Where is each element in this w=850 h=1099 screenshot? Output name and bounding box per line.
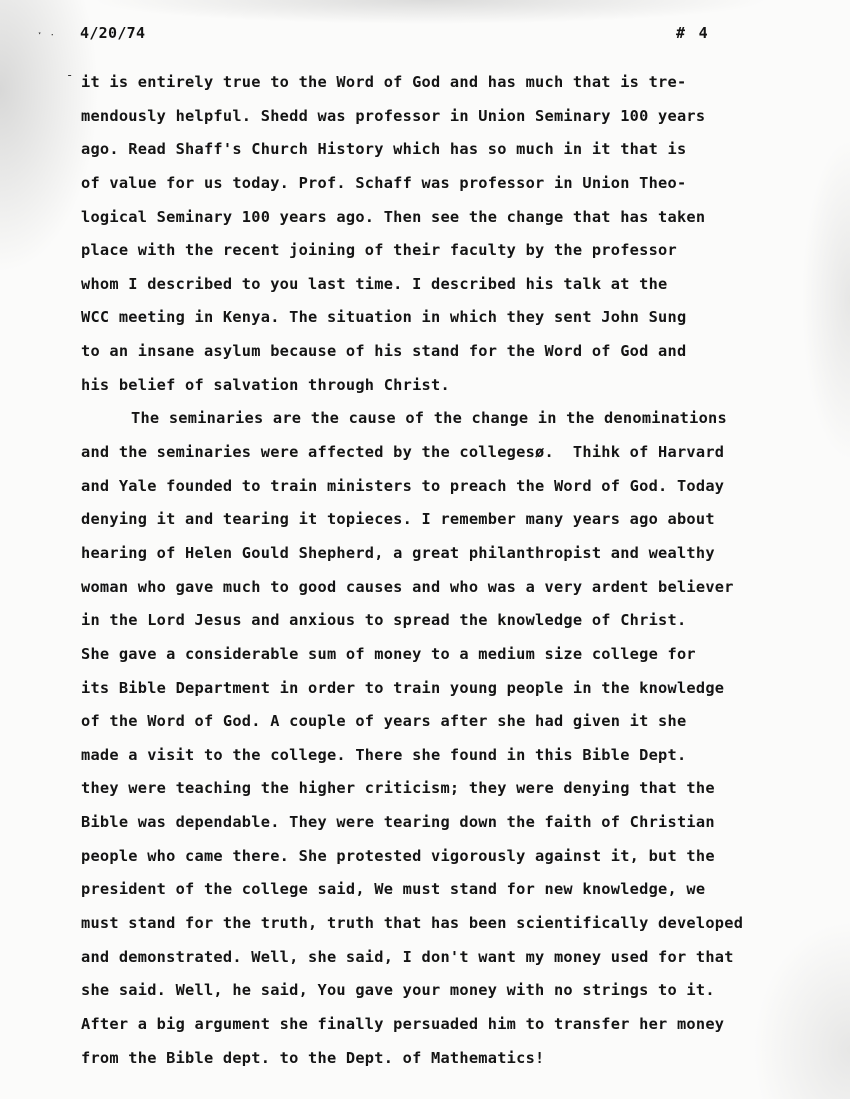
text-line: She gave a considerable sum of money to a medium size college for <box>81 644 696 663</box>
text-line: woman who gave much to good causes and who was a very ardent believer <box>81 577 734 596</box>
text-line: WCC meeting in Kenya. The situation in which they sent John Sung <box>81 308 687 327</box>
text-line: whom I described to you last time. I described his talk at the <box>81 274 668 293</box>
text-line: in the Lord Jesus and anxious to spread the knowledge of Christ. <box>81 611 687 630</box>
text-line: and demonstrated. Well, she said, I don't want my money used for that <box>81 947 734 966</box>
text-line: of the Word of God. A couple of years after she had given it she <box>81 712 687 731</box>
text-line: After a big argument she finally persuaded him to transfer her money <box>81 1014 725 1033</box>
text-line: people who came there. She protested vigorously against it, but the <box>81 846 715 865</box>
document-body <box>81 66 821 1075</box>
margin-mark: - <box>66 68 74 82</box>
paragraph-start-line: The seminaries are the cause of the change in the denominations <box>131 409 727 428</box>
text-line: of value for us today. Prof. Schaff was professor in Union Theo- <box>81 173 687 192</box>
text-line: must stand for the truth, truth that has been scientifically developed <box>81 914 744 933</box>
text-line: its Bible Department in order to train young people in the knowledge <box>81 678 725 697</box>
text-line: and Yale founded to train ministers to preach the Word of God. Today <box>81 476 725 495</box>
text-line: hearing of Helen Gould Shepherd, a great philanthropist and wealthy <box>81 543 715 562</box>
text-line: logical Seminary 100 years ago. Then see the change that has taken <box>81 207 706 226</box>
text-line: to an insane asylum because of his stand for the Word of God and <box>81 342 687 361</box>
document-date: 4/20/74 <box>80 24 146 42</box>
text-line: mendously helpful. Shedd was professor in Union Seminary 100 years <box>81 106 706 125</box>
text-line: president of the college said, We must stand for new knowledge, we <box>81 880 706 899</box>
page-number: # 4 <box>676 24 708 42</box>
margin-mark: ˑ ᐧ <box>36 28 54 42</box>
text-line: his belief of salvation through Christ. <box>81 375 450 394</box>
text-line: she said. Well, he said, You gave your money with no strings to it. <box>81 981 715 1000</box>
text-line: made a visit to the college. There she found in this Bible Dept. <box>81 745 687 764</box>
text-line: Bible was dependable. They were tearing down the faith of Christian <box>81 813 715 832</box>
text-line: place with the recent joining of their faculty by the professor <box>81 241 677 260</box>
text-line: it is entirely true to the Word of God and has much that is tre- <box>81 73 687 91</box>
text-line: from the Bible dept. to the Dept. of Mathematics! <box>81 1048 545 1067</box>
text-line: denying it and tearing it topieces. I remember many years ago about <box>81 510 715 529</box>
text-line: ago. Read Shaff's Church History which has so much in it that is <box>81 140 687 159</box>
text-line: and the seminaries were affected by the collegesø. Thihk of Harvard <box>81 443 725 462</box>
text-line: they were teaching the higher criticism; they were denying that the <box>81 779 715 798</box>
